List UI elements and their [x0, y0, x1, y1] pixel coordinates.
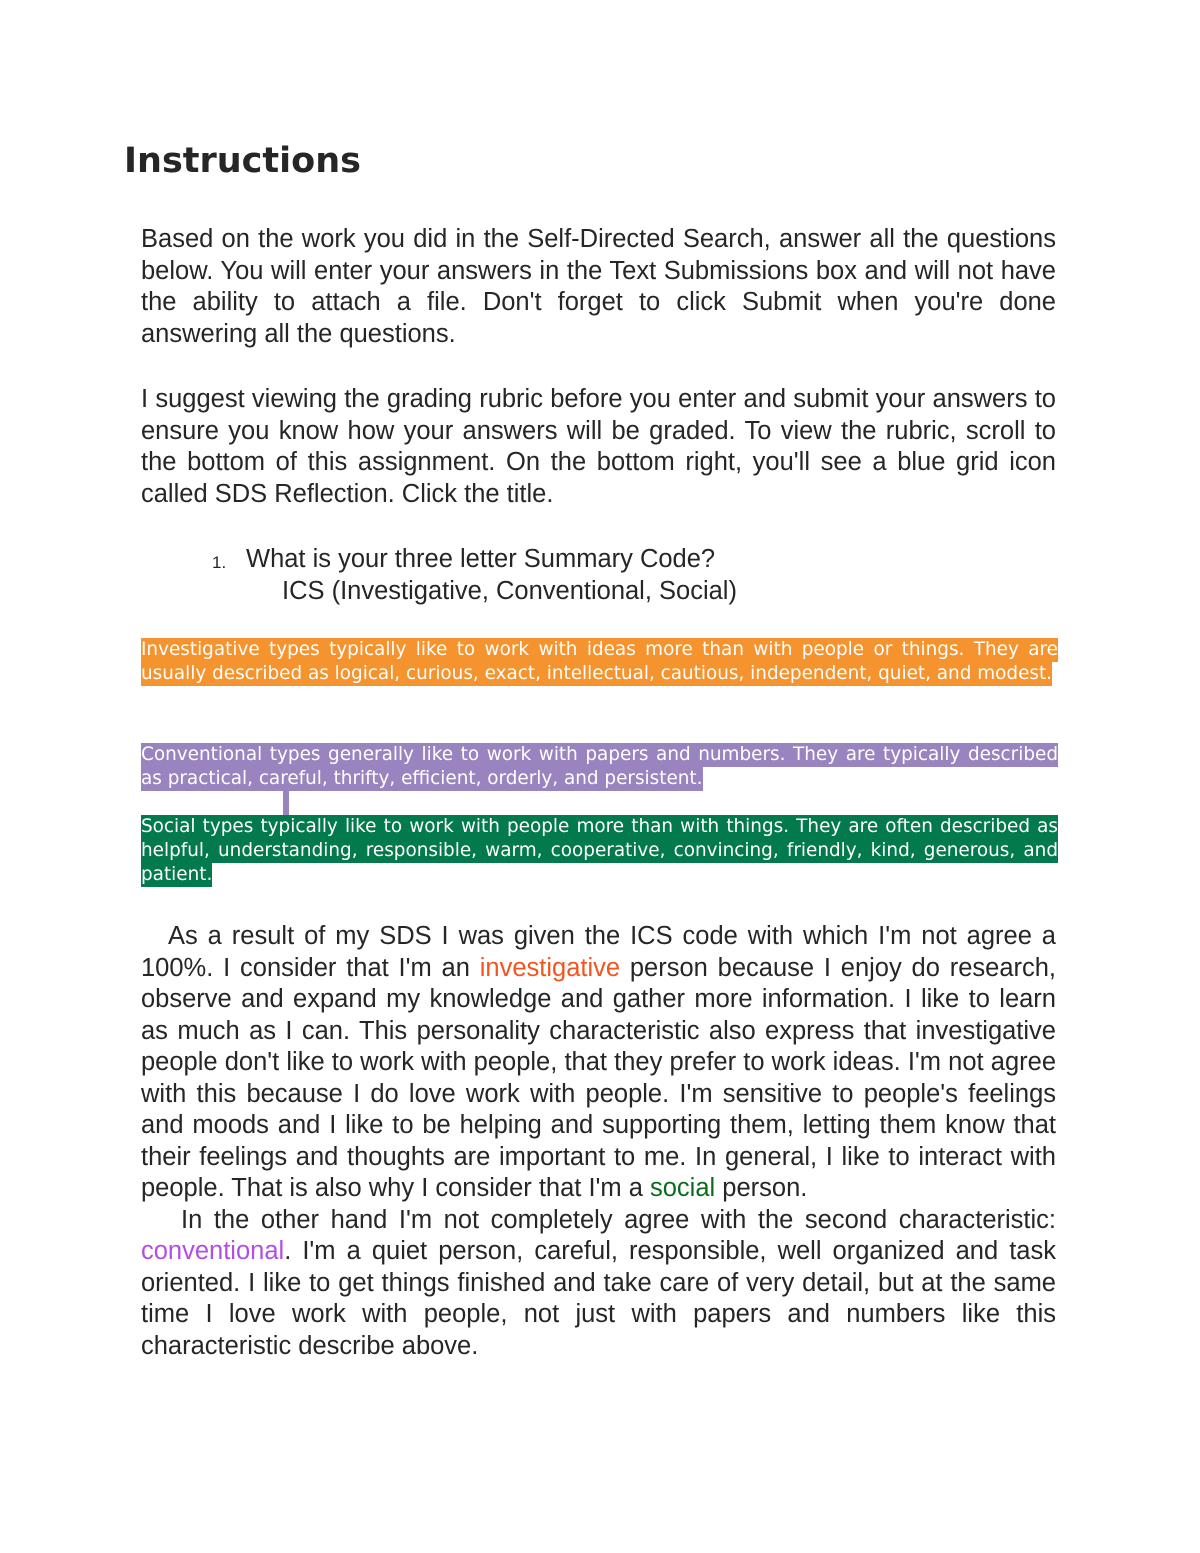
- question-answer: ICS (Investigative, Conventional, Social): [282, 577, 737, 605]
- conventional-description: [141, 743, 1058, 791]
- reflection-paragraph-1: [141, 921, 1056, 1205]
- instructions-paragraph-1: Based on the work you did in the Self-Directed Search, answer all the questions below. You will enter your answers in the Text Submissions box and will not have the ability to attach a file. Don't forget to click Submit when you're done answering all the questions.: [141, 225, 1056, 348]
- reflection-text: . I'm a quiet person, careful, responsible, well organized and task oriented. I like to get things finished and take care of very detail, but at the same time I love work with people, not just with papers and numbers like this characteristic describe above.: [141, 1237, 1056, 1360]
- reflection-text: As a result of my SDS I was given the ICS code with which I'm not agree a 100%. I consider that I'm an: [141, 922, 1056, 982]
- reflection-text: person.: [715, 1174, 808, 1202]
- reflection-text: person because I enjoy do research, observe and expand my knowledge and gather more information. I like to learn as much as I can. This personality characteristic also express that investigative people don't like to work with people, that they prefer to work ideas. I'm not agree with this because I do love work with people. I'm sensitive to people's feelings and moods and I like to be helping and supporting them, letting them know that their feelings and thoughts are important to me. In general, I like to interact with people. That is also why I consider that I'm a: [141, 953, 1057, 1202]
- keyword-investigative: investigative: [479, 953, 621, 982]
- question-text: What is your three letter Summary Code?: [246, 545, 716, 573]
- keyword-conventional: conventional: [141, 1237, 285, 1265]
- question-number: 1.: [212, 553, 227, 572]
- reflection-paragraph-2: [141, 1205, 1056, 1363]
- social-description: [141, 815, 1058, 887]
- reflection-text: In the other hand I'm not completely agree with the second characteristic:: [181, 1205, 1056, 1234]
- instructions-paragraph-2: I suggest viewing the grading rubric before you enter and submit your answers to ensure you know how your answers will be graded. To view the rubric, scroll to the bottom of this assignment. On the bottom right, you'll see a blue grid icon called SDS Reflection. Click the title.: [141, 385, 1056, 508]
- highlight-connector: [283, 790, 289, 815]
- page-title: Instructions: [124, 141, 361, 181]
- reflection-answer: [141, 921, 1056, 1362]
- investigative-highlight: Investigative types typically like to work with ideas more than with people or things. They are usually described as logical, curious, exact, intellectual, cautious, independent, quiet, and modest.: [141, 639, 1058, 684]
- social-highlight: Social types typically like to work with people more than with things. They are often described as helpful, understanding, responsible, warm, cooperative, convincing, friendly, kind, generous, and patient.: [141, 816, 1058, 885]
- conventional-highlight: Conventional types generally like to work with papers and numbers. They are typically described as practical, careful, thrifty, efficient, orderly, and persistent.: [141, 744, 1058, 789]
- investigative-description: [141, 638, 1058, 686]
- keyword-social: social: [650, 1174, 716, 1202]
